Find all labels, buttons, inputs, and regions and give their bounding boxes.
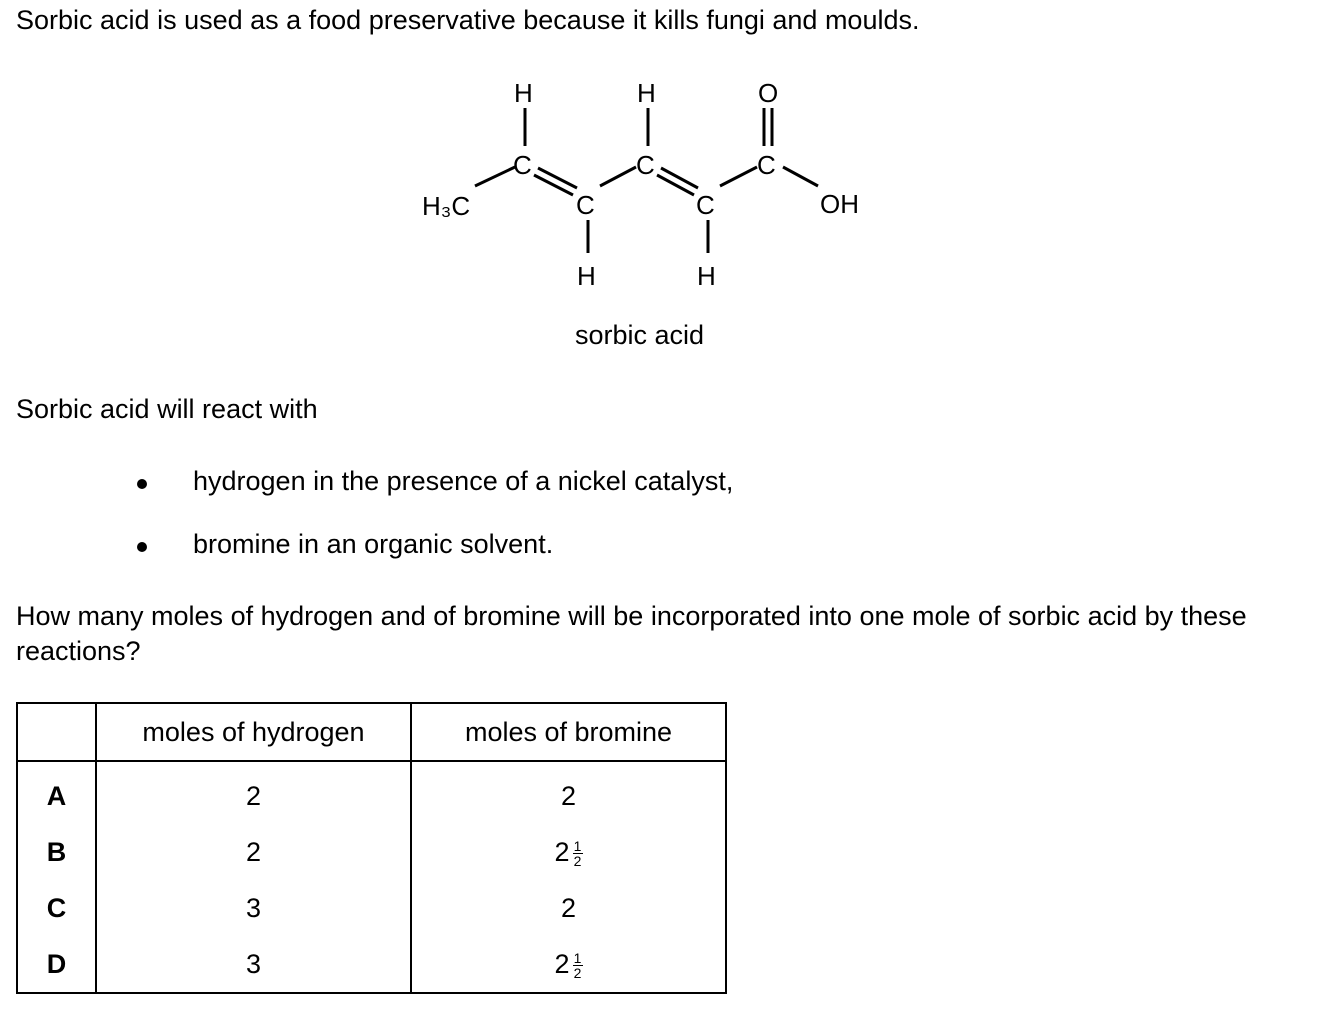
option-letter[interactable]: D	[17, 936, 96, 993]
bromine-cell	[411, 824, 726, 880]
fraction	[573, 949, 583, 981]
atom-c-3: C	[636, 150, 655, 180]
table-row	[17, 761, 726, 824]
atom-c-1: C	[513, 150, 532, 180]
bullet-item-bromine: bromine in an organic solvent.	[193, 529, 554, 559]
option-letter[interactable]: B	[17, 824, 96, 880]
bullet-item-hydrogen: hydrogen in the presence of a nickel catalyst,	[193, 466, 734, 496]
bromine-whole: 2	[554, 948, 570, 979]
hydrogen-cell: 3	[96, 936, 411, 993]
hydrogen-cell: 2	[96, 824, 411, 880]
table-row	[17, 880, 726, 936]
react-intro-text: Sorbic acid will react with	[16, 394, 318, 424]
bromine-cell	[411, 880, 726, 936]
atom-ch3: H₃C	[422, 191, 471, 221]
atom-c-5: C	[757, 150, 776, 180]
bullet-dot	[137, 479, 147, 489]
fraction-numerator: 1	[573, 949, 582, 966]
atom-h-2: H	[577, 261, 596, 291]
intro-text: Sorbic acid is used as a food preservative because it kills fungi and moulds.	[16, 5, 920, 35]
sorbic-acid-structure	[400, 70, 880, 300]
header-empty	[17, 703, 96, 761]
fraction	[573, 837, 583, 869]
atom-h-4: H	[697, 261, 716, 291]
hydrogen-cell: 2	[96, 761, 411, 824]
bromine-whole: 2	[554, 836, 570, 867]
bromine-cell	[411, 936, 726, 993]
atom-c-4: C	[696, 190, 715, 220]
question-text: How many moles of hydrogen and of bromine will be incorporated into one mole of sorbic acid by these reactions?	[16, 601, 1247, 666]
atom-o: O	[758, 78, 779, 108]
bromine-whole: 2	[560, 780, 577, 811]
bromine-whole: 2	[560, 892, 577, 923]
atom-c-2: C	[576, 190, 595, 220]
table-row	[17, 936, 726, 993]
answer-table	[16, 702, 727, 994]
atom-h-3: H	[637, 78, 656, 108]
bromine-cell	[411, 761, 726, 824]
option-letter[interactable]: A	[17, 761, 96, 824]
hydrogen-cell: 3	[96, 880, 411, 936]
header-hydrogen: moles of hydrogen	[96, 703, 411, 761]
table-header-row	[17, 703, 726, 761]
option-letter[interactable]: C	[17, 880, 96, 936]
fraction-denominator: 2	[573, 964, 582, 981]
structure-caption: sorbic acid	[575, 320, 705, 350]
table-row	[17, 824, 726, 880]
atom-h-1: H	[514, 78, 533, 108]
bullet-dot	[137, 542, 147, 552]
fraction-numerator: 1	[573, 837, 582, 854]
header-bromine: moles of bromine	[411, 703, 726, 761]
fraction-denominator: 2	[573, 852, 582, 869]
atom-oh: OH	[820, 189, 859, 219]
